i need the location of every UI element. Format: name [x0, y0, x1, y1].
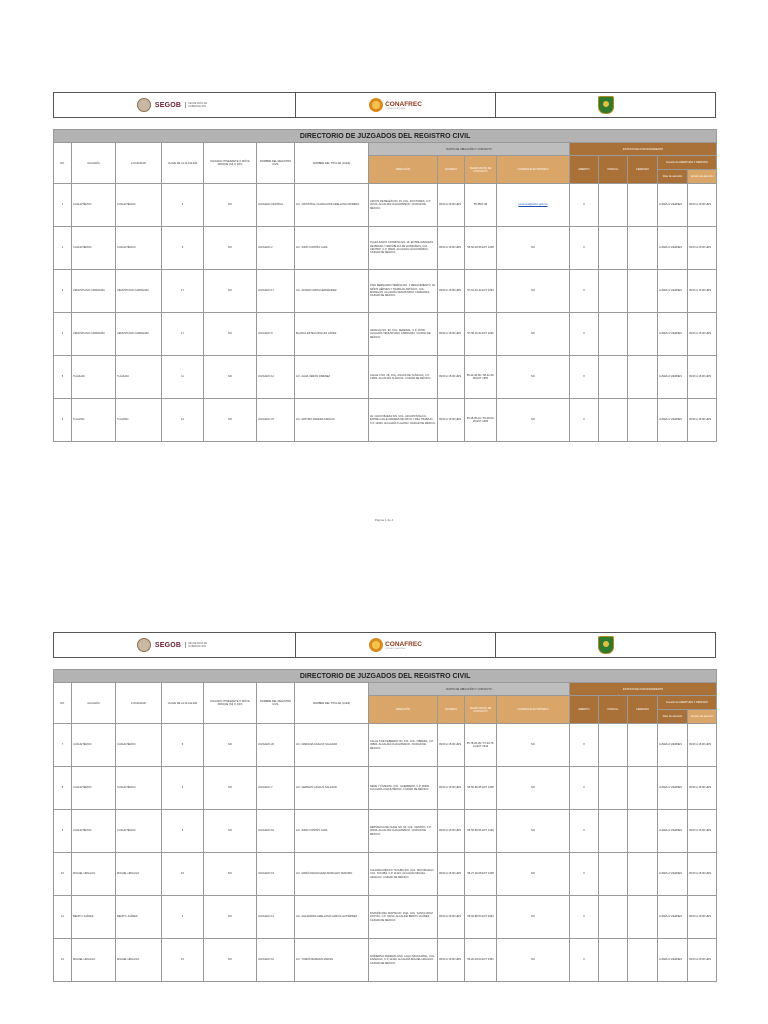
table-row — [54, 399, 717, 442]
col-dias: Días de atención — [658, 710, 688, 724]
group-estatus: ESTATUS DE FUNCIONAMIENTO — [570, 143, 717, 156]
cell-clave: 6 — [162, 767, 204, 810]
cell-localidad: TLÁHUAC — [116, 356, 162, 399]
cell-itinerante: NO — [204, 939, 257, 982]
cell-abierto: X — [570, 356, 599, 399]
cell-alcaldia: TLÁHUAC — [72, 356, 116, 399]
cell-localidad: VENUSTIANO CARRANZA — [116, 313, 162, 356]
cell-correo: NO — [497, 313, 570, 356]
cell-titular: LIC. TOMÁS BARRAIN MADAN — [295, 939, 369, 982]
cell-direccion: DIVISIÓN DEL NORTE NO. 1611, COL. SANTA CRUZ ATOYAC, C.P. 03310, ALCALDÍA BENITO JUÁREZ, CIUDAD DE MÉXICO. — [369, 896, 438, 939]
cell-direccion: CALZADA MÉXICO TACUBA S/N, COL. MAYORAZGO, COL. TACUBA, C.P. 11410, ALCALDÍA MIGUEL HIDALGO, CIUDAD DE MÉXICO. — [369, 853, 438, 896]
cell-titular: LIC. GERMAN CASAUX SALAZAR — [295, 767, 369, 810]
cell-hora: 09:00 A 15:00 HRS — [688, 184, 717, 227]
col-parcial: PARCIAL — [599, 156, 628, 184]
cell-clave: 6 — [162, 810, 204, 853]
cell-abierto: X — [570, 227, 599, 270]
cell-hora: 09:00 A 15:00 HRS — [688, 896, 717, 939]
conafrec-logo: CONAFREC CONSEJO NACIONAL — [369, 98, 422, 112]
cell-parcial — [599, 853, 628, 896]
cell-cerrado — [628, 810, 658, 853]
cell-parcial — [599, 399, 628, 442]
cell-cerrado — [628, 896, 658, 939]
cell-telefono: 55-56-86-56 EXT 1268 — [465, 767, 497, 810]
cell-parcial — [599, 313, 628, 356]
cell-horario: 09:00 A 15:00 HRS — [438, 356, 465, 399]
cell-hora: 09:00 A 15:00 HRS — [688, 227, 717, 270]
cell-clave: 11 — [162, 356, 204, 399]
cell-localidad: CUAUHTÉMOC — [116, 767, 162, 810]
cell-itinerante: NO — [204, 853, 257, 896]
col-telefono: TELÉFONO(S) DE CONTACTO — [465, 156, 497, 184]
row-number: 8 — [54, 767, 72, 810]
cell-horario: 09:00 A 15:00 HRS — [438, 270, 465, 313]
cell-correo: NO — [497, 767, 570, 810]
cell-telefono: 55-20-18-00 EXT 2351 — [465, 939, 497, 982]
cell-abierto: X — [570, 724, 599, 767]
row-number: 7 — [54, 724, 72, 767]
cell-direccion: REPÚBLICA DE CHILE NO. 93, COL. CENTRO, C.P. 06010, ALCALDÍA CUAUHTÉMOC, CIUDAD DE MÉXICO. — [369, 810, 438, 853]
cell-juzgado: JUZGADO 12 — [257, 356, 295, 399]
cell-correo — [497, 184, 570, 227]
col-clave: CLAVE DE LA ALCALDÍA — [162, 143, 204, 184]
cell-titular: LIC. MARÍA MAGDALENA MORALES TENORIO — [295, 853, 369, 896]
cell-correo: NO — [497, 227, 570, 270]
cell-alcaldia: CUAUHTÉMOC — [72, 227, 116, 270]
cell-direccion: CALLE 3 NO. 28, COL. AGUAS DE TLÁHUAC, C.P. 13000, ALCALDÍA TLÁHUAC, CIUDAD DE MÉXICO. — [369, 356, 438, 399]
cell-horario: 09:00 A 15:00 HRS — [438, 853, 465, 896]
cell-titular: LIC. CRISTÓFAL GUADALUPE ARELLANO MORENO — [295, 184, 369, 227]
cell-cerrado — [628, 270, 658, 313]
segob-logo-cell — [54, 633, 296, 657]
cell-localidad: TLALPAN — [116, 399, 162, 442]
cell-telefono: 57-58-16-53 EXT 2266 — [465, 313, 497, 356]
cell-direccion: ARCOS DE BELÉN NO. 19, COL. DOCTORES, C.P. 06720, ALCALDÍA CUAUHTÉMOC, CIUDAD DE MÉXICO. — [369, 184, 438, 227]
logo-header — [53, 632, 716, 658]
cell-hora: 09:00 A 15:00 HRS — [688, 767, 717, 810]
cell-abierto: X — [570, 939, 599, 982]
col-horario: HORARIO — [438, 696, 465, 724]
cell-hora: 09:00 A 15:00 HRS — [688, 313, 717, 356]
cell-horario: 09:00 A 15:00 HRS — [438, 399, 465, 442]
coat-of-arms-icon — [598, 96, 614, 114]
cell-parcial — [599, 270, 628, 313]
cell-alcaldia: CUAUHTÉMOC — [72, 724, 116, 767]
row-number: 12 — [54, 939, 72, 982]
coat-of-arms-cell — [496, 93, 715, 117]
cell-clave: 6 — [162, 184, 204, 227]
cell-dias: LUNES A VIERNES — [658, 853, 688, 896]
cell-direccion: SEDE Y VIVIENTA, COL. GUERRERO, C.P. 06300, ALCALDÍA CUAUHTÉMOC, CIUDAD DE MÉXICO. — [369, 767, 438, 810]
cell-abierto: X — [570, 270, 599, 313]
cell-horario: 09:00 A 15:00 HRS — [438, 313, 465, 356]
col-horario-apertura: Horario de APERTURA Y PERIODO — [658, 156, 717, 170]
segob-logo-cell — [54, 93, 296, 117]
cell-juzgado: JUZGADO 9 — [257, 313, 295, 356]
cell-dias: LUNES A VIERNES — [658, 767, 688, 810]
row-number: 2 — [54, 227, 72, 270]
conafrec-emblem-icon — [369, 638, 383, 652]
cell-hora: 09:00 A 15:00 HRS — [688, 853, 717, 896]
directory-table — [53, 129, 717, 442]
cell-clave: 3 — [162, 896, 204, 939]
col-localidad: LOCALIDAD — [116, 143, 162, 184]
cell-juzgado: JUZGADO 17 — [257, 270, 295, 313]
col-parcial: PARCIAL — [599, 696, 628, 724]
table-row — [54, 724, 717, 767]
cell-localidad: CUAUHTÉMOC — [116, 810, 162, 853]
table-title: DIRECTORIO DE JUZGADOS DEL REGISTRO CIVIL — [54, 130, 717, 143]
cell-localidad: CUAUHTÉMOC — [116, 724, 162, 767]
cell-juzgado: JUZGADO 16 — [257, 810, 295, 853]
col-hora-atencion: Horario de atención — [688, 710, 717, 724]
email-link[interactable]: juzcentral@cdmx.gob.mx — [518, 203, 548, 207]
cell-parcial — [599, 896, 628, 939]
col-nombre-registro: NOMBRE DEL REGISTRO CIVIL — [257, 143, 295, 184]
table-row — [54, 313, 717, 356]
cell-alcaldia: CUAUHTÉMOC — [72, 184, 116, 227]
cell-juzgado: JUZGADO CENTRAL — [257, 184, 295, 227]
cell-itinerante: NO — [204, 767, 257, 810]
cell-juzgado: JUZGADO 14 — [257, 896, 295, 939]
cell-parcial — [599, 184, 628, 227]
cell-direccion: PISO BERNARDO TERESA NO. 1 RENACIMIENTO, AV. NIÑOS HÉROES Y TRABAJO ANTIGUO, COL. MORELOS, ALCALDÍA VENUSTIANO CARRANZA, CIUDAD DE MÉXICO. — [369, 270, 438, 313]
row-number: 9 — [54, 810, 72, 853]
table-body — [54, 184, 717, 442]
row-number: 3 — [54, 270, 72, 313]
cell-telefono: 58-42-36-96 / 58-42-36-80 EXT 1665 — [465, 356, 497, 399]
table-row — [54, 356, 717, 399]
col-dias: Días de atención — [658, 170, 688, 184]
cell-dias: LUNES A VIERNES — [658, 724, 688, 767]
cell-clave: 16 — [162, 939, 204, 982]
segob-logo: SEGOB SECRETARÍA DE GOBERNACIÓN — [137, 638, 212, 652]
cell-alcaldia: MIGUEL HIDALGO — [72, 853, 116, 896]
table-row — [54, 853, 717, 896]
cell-cerrado — [628, 767, 658, 810]
col-cerrado: CERRADO — [628, 156, 658, 184]
col-nombre-titular: NOMBRE DEL TITULAR (JUEZ) — [295, 143, 369, 184]
group-datos-contacto: DATOS DE UBICACIÓN Y CONTACTO — [369, 143, 570, 156]
cell-parcial — [599, 724, 628, 767]
conafrec-logo-cell — [296, 633, 496, 657]
cell-telefono: 57-64-33-43 EXT 2294 — [465, 270, 497, 313]
cell-localidad: VENUSTIANO CARRANZA — [116, 270, 162, 313]
cell-titular: LIC. MARIANA CASAUX SALAZAR — [295, 724, 369, 767]
cell-hora: 09:00 A 15:00 HRS — [688, 939, 717, 982]
group-estatus: ESTATUS DE FUNCIONAMIENTO — [570, 683, 717, 696]
cell-juzgado: JUZGADO 37 — [257, 399, 295, 442]
cell-alcaldia: VENUSTIANO CARRANZA — [72, 270, 116, 313]
cell-cerrado — [628, 356, 658, 399]
cell-telefono: 55-56-86-56 EXT 1269 — [465, 810, 497, 853]
col-correo: CORREO ELECTRÓNICO — [497, 696, 570, 724]
cell-dias: LUNES A VIERNES — [658, 270, 688, 313]
conafrec-logo: CONAFREC CONSEJO NACIONAL — [369, 638, 422, 652]
cell-correo: NO — [497, 896, 570, 939]
cell-itinerante: NO — [204, 184, 257, 227]
segob-logo: SEGOB SECRETARÍA DE GOBERNACIÓN — [137, 98, 212, 112]
table-title: DIRECTORIO DE JUZGADOS DEL REGISTRO CIVIL — [54, 670, 717, 683]
col-abierto: ABIERTO — [570, 696, 599, 724]
cell-horario: 09:00 A 15:00 HRS — [438, 939, 465, 982]
cell-itinerante: NO — [204, 227, 257, 270]
conafrec-emblem-icon — [369, 98, 383, 112]
cell-horario: 09:00 A 15:00 HRS — [438, 896, 465, 939]
col-alcaldia: ALCALDÍA — [72, 683, 116, 724]
cell-alcaldia: VENUSTIANO CARRANZA — [72, 313, 116, 356]
cell-hora: 09:00 A 15:00 HRS — [688, 356, 717, 399]
row-number: 11 — [54, 896, 72, 939]
logo-header — [53, 92, 716, 118]
col-nombre-titular: NOMBRE DEL TITULAR (JUEZ) — [295, 683, 369, 724]
cell-dias: LUNES A VIERNES — [658, 896, 688, 939]
table-row — [54, 270, 717, 313]
cell-parcial — [599, 767, 628, 810]
cell-abierto: X — [570, 313, 599, 356]
col-no: NO. — [54, 683, 72, 724]
table-row — [54, 184, 717, 227]
cell-itinerante: NO — [204, 810, 257, 853]
cell-itinerante: NO — [204, 270, 257, 313]
col-cerrado: CERRADO — [628, 696, 658, 724]
col-telefono: TELÉFONO(S) DE CONTACTO — [465, 696, 497, 724]
table-body — [54, 724, 717, 982]
cell-dias: LUNES A VIERNES — [658, 939, 688, 982]
cell-juzgado: JUZGADO 19 — [257, 853, 295, 896]
directory-table — [53, 669, 717, 982]
cell-abierto: X — [570, 767, 599, 810]
cell-titular: LIC. ALVARO GRITA HERNÁNDEZ — [295, 270, 369, 313]
table-row — [54, 227, 717, 270]
cell-cerrado — [628, 184, 658, 227]
group-datos-contacto: DATOS DE UBICACIÓN Y CONTACTO — [369, 683, 570, 696]
cell-itinerante: NO — [204, 724, 257, 767]
cell-juzgado: JUZGADO 10 — [257, 939, 295, 982]
cell-clave: 12 — [162, 399, 204, 442]
cell-horario: 09:00 A 15:00 HRS — [438, 810, 465, 853]
cell-hora: 09:00 A 15:00 HRS — [688, 270, 717, 313]
cell-horario: 09:00 A 15:00 HRS — [438, 767, 465, 810]
cell-alcaldia: BENITO JUÁREZ — [72, 896, 116, 939]
cell-clave: 16 — [162, 853, 204, 896]
cell-localidad: BENITO JUÁREZ — [116, 896, 162, 939]
row-number: 6 — [54, 399, 72, 442]
cell-cerrado — [628, 939, 658, 982]
cell-horario: 09:00 A 15:00 HRS — [438, 724, 465, 767]
row-number: 4 — [54, 313, 72, 356]
col-direccion: DIRECCIÓN — [369, 156, 438, 184]
cell-clave: 6 — [162, 227, 204, 270]
cell-telefono: 55-60-88-53 EXT 2293 — [465, 896, 497, 939]
cell-alcaldia: CUAUHTÉMOC — [72, 767, 116, 810]
col-hora-atencion: Horario de atención — [688, 170, 717, 184]
row-number: 10 — [54, 853, 72, 896]
cell-abierto: X — [570, 896, 599, 939]
col-alcaldia: ALCALDÍA — [72, 143, 116, 184]
cell-alcaldia: MIGUEL HIDALGO — [72, 939, 116, 982]
cell-abierto: X — [570, 810, 599, 853]
cell-dias: LUNES A VIERNES — [658, 184, 688, 227]
cell-parcial — [599, 356, 628, 399]
cell-localidad: CUAUHTÉMOC — [116, 227, 162, 270]
cell-hora: 09:00 A 15:00 HRS — [688, 399, 717, 442]
cell-titular: LIC. ARTURO PARERA FARGAS — [295, 399, 369, 442]
cell-cerrado — [628, 399, 658, 442]
cell-telefono: 55-78-06-09 / 57-40-76-41 EXT 1643 — [465, 724, 497, 767]
cell-hora: 09:00 A 15:00 HRS — [688, 724, 717, 767]
cell-localidad: CUAUHTÉMOC — [116, 184, 162, 227]
col-horario: HORARIO — [438, 156, 465, 184]
cell-telefono: 55-5567-08 — [465, 184, 497, 227]
cell-correo: NO — [497, 399, 570, 442]
directory-page-1 — [53, 92, 716, 442]
cell-dias: LUNES A VIERNES — [658, 313, 688, 356]
col-itinerante: JUZGADO ITINERANTE O MÓVIL INDIQUE (SÍ) O (NO) — [204, 683, 257, 724]
cell-itinerante: NO — [204, 313, 257, 356]
col-itinerante: JUZGADO ITINERANTE O MÓVIL INDIQUE (SÍ) O (NO) — [204, 143, 257, 184]
segob-seal-icon — [137, 638, 151, 652]
cell-localidad: MIGUEL HIDALGO — [116, 853, 162, 896]
cell-direccion: GOBIERNO FEDERAL ESQ. LAGO NEUCHATEL, COL. ANÁHUAC, C.P. 11320, ALCALDÍA MIGUEL HIDALGO, CIUDAD DE MÉXICO. — [369, 939, 438, 982]
cell-titular: LIC. ALMA VERÓN JIMÉNEZ — [295, 356, 369, 399]
cell-titular: LIC. SIRIO CORTÉS LARA — [295, 227, 369, 270]
cell-correo: NO — [497, 356, 570, 399]
col-clave: CLAVE DE LA ALCALDÍA — [162, 683, 204, 724]
cell-clave: 17 — [162, 313, 204, 356]
cell-dias: LUNES A VIERNES — [658, 399, 688, 442]
cell-cerrado — [628, 227, 658, 270]
cell-horario: 09:00 A 15:00 HRS — [438, 184, 465, 227]
table-row — [54, 896, 717, 939]
segob-seal-icon — [137, 98, 151, 112]
cell-direccion: PLAZA SANTA CATARINA NO. 16, ENTRE AVENIDAS DE BRASIL Y REPÚBLICA DE HONDURAS, COL. CENTRO, C.P. 06020, ALCALDÍA CUAUHTÉMOC, CIUDAD DE MÉXICO. — [369, 227, 438, 270]
directory-page-2 — [53, 632, 716, 982]
cell-correo: NO — [497, 724, 570, 767]
cell-dias: LUNES A VIERNES — [658, 356, 688, 399]
table-row — [54, 810, 717, 853]
cell-alcaldia: CUAUHTÉMOC — [72, 810, 116, 853]
row-number: 5 — [54, 356, 72, 399]
cell-correo: NO — [497, 270, 570, 313]
page-number: Página 1 de 4 — [374, 518, 394, 522]
cell-titular: LIC. SIRIO CORTÉS LARA — [295, 810, 369, 853]
col-localidad: LOCALIDAD — [116, 683, 162, 724]
cell-telefono: 55-48-95-16 / 55-48-90-20 EXT 1605 — [465, 399, 497, 442]
cell-itinerante: NO — [204, 399, 257, 442]
col-direccion: DIRECCIÓN — [369, 696, 438, 724]
cell-juzgado: JUZGADO 7 — [257, 767, 295, 810]
cell-juzgado: JUZGADO 26 — [257, 724, 295, 767]
cell-direccion: HIDALGO NO. 93, COL. FEDERAL, C.P. 15700, ALCALDÍA VENUSTIANO CARRANZA, CIUDAD DE MÉXICO. — [369, 313, 438, 356]
cell-parcial — [599, 227, 628, 270]
cell-hora: 09:00 A 15:00 HRS — [688, 810, 717, 853]
cell-telefono: 55-27-29-08 EXT 1268 — [465, 853, 497, 896]
cell-abierto: X — [570, 184, 599, 227]
cell-clave: 6 — [162, 724, 204, 767]
cell-dias: LUNES A VIERNES — [658, 810, 688, 853]
cell-parcial — [599, 939, 628, 982]
cell-localidad: MIGUEL HIDALGO — [116, 939, 162, 982]
col-nombre-registro: NOMBRE DEL REGISTRO CIVIL — [257, 683, 295, 724]
cell-cerrado — [628, 724, 658, 767]
cell-telefono: 55-56-18-56 EXT 1268 — [465, 227, 497, 270]
cell-horario: 09:00 A 15:00 HRS — [438, 227, 465, 270]
cell-correo: NO — [497, 939, 570, 982]
table-row — [54, 939, 717, 982]
cell-dias: LUNES A VIERNES — [658, 227, 688, 270]
row-number: 1 — [54, 184, 72, 227]
cell-clave: 17 — [162, 270, 204, 313]
cell-abierto: X — [570, 853, 599, 896]
cell-cerrado — [628, 853, 658, 896]
cell-direccion: CALLE 5 DE FEBRERO NO. 151, COL. OBRERA, C.P. 06800, ALCALDÍA CUAUHTÉMOC, CIUDAD DE MÉXICO. — [369, 724, 438, 767]
col-no: NO. — [54, 143, 72, 184]
cell-itinerante: NO — [204, 356, 257, 399]
cell-cerrado — [628, 313, 658, 356]
cell-titular: LIC. ALEJANDRA ARELLANO GARCÍA GUTIÉRREZ — [295, 896, 369, 939]
coat-of-arms-cell — [496, 633, 715, 657]
cell-correo: NO — [497, 810, 570, 853]
cell-correo: NO — [497, 853, 570, 896]
cell-direccion: AV. CHICO BAEZA S/N, COL. AZCAPOTZALCO, ENTRE CALLE MADRES DE MAYO Y DEL TRABAJO, C.P. 14000, ALCALDÍA TLALPAN, CIUDAD DE MÉXICO. — [369, 399, 438, 442]
cell-abierto: X — [570, 399, 599, 442]
col-abierto: ABIERTO — [570, 156, 599, 184]
table-row — [54, 767, 717, 810]
cell-juzgado: JUZGADO 2 — [257, 227, 295, 270]
coat-of-arms-icon — [598, 636, 614, 654]
cell-alcaldia: TLALPAN — [72, 399, 116, 442]
conafrec-logo-cell — [296, 93, 496, 117]
cell-titular: BLANCA ESTELA BOLUNI LÓPEZ — [295, 313, 369, 356]
col-correo: CORREO ELECTRÓNICO — [497, 156, 570, 184]
cell-parcial — [599, 810, 628, 853]
cell-itinerante: NO — [204, 896, 257, 939]
col-horario-apertura: Horario de APERTURA Y PERIODO — [658, 696, 717, 710]
